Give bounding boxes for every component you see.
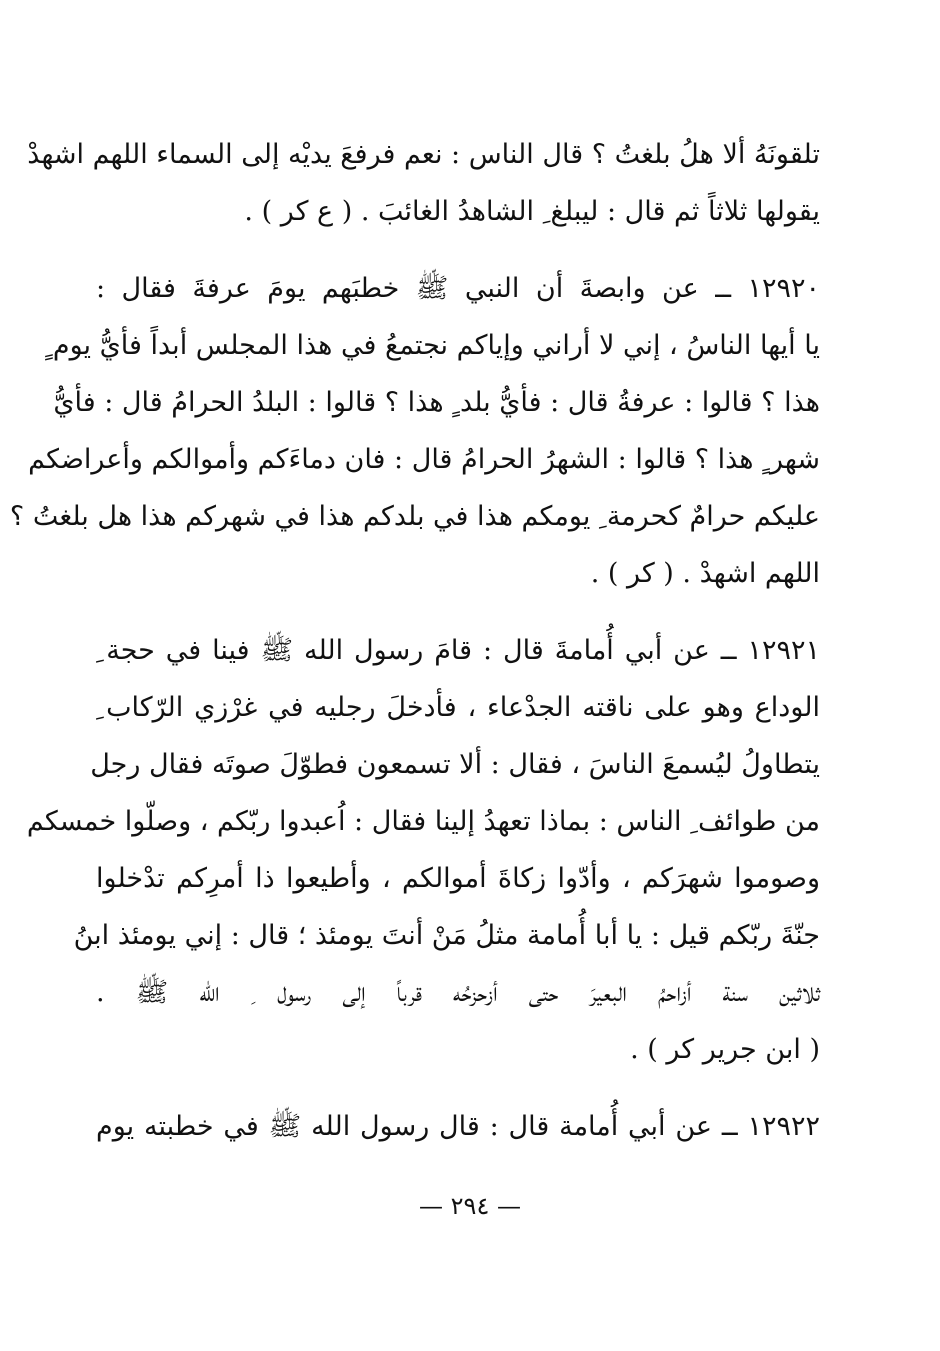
text-line: يتطاولُ ليُسمعَ الناسَ ، فقال : ألا تسمعون فطوّلَ صوتَه فقال رجل (90, 749, 820, 780)
paragraph (96, 1098, 820, 1155)
text-line: يا أيها الناسُ ، إني لا أراني وإياكم نجتمعُ في هذا المجلس أبداً فأيُّ يوم ٍ (44, 330, 820, 361)
text-line: وصوموا شهرَكم ، وأدّوا زكاةَ أموالكم ، وأطيعوا ذا أمرِكم تدْخلوا (96, 863, 820, 894)
paragraph (9, 260, 820, 602)
text-line: تلقونَهُ ألا هلُ بلغتُ ؟ قال الناس : نعم فرفعَ يديْه إلى السماء اللهم اشهدْ (27, 139, 820, 170)
text-line: ١٢٩٢٢ ــ عن أبي أُمامة قال : قال رسول الله ﷺ في خطبته يوم (96, 1111, 820, 1142)
text-line: شهر ٍ هذا ؟ قالوا : الشهرُ الحرامُ قال : فان دماءَكم وأموالكم وأعراضكم (28, 444, 820, 475)
text-line: يقولها ثلاثاً ثم قال : ليبلغ ِ الشاهدُ الغائبَ . ( ع كر ) . (244, 196, 820, 227)
text-line: ( ابن جرير كر ) . (630, 1034, 820, 1065)
text-line: عليكم حرامٌ كحرمة ِ يومكم هذا في بلدكم هذا في شهركم هذا هل بلغتُ ؟ (9, 501, 820, 532)
text-line: الوداع وهو على ناقته الجدْعاء ، فأدخلَ رجليه في غرْزي الرّكاب ِ (96, 692, 820, 723)
text-line: هذا ؟ قالوا : عرفةُ قال : فأيُّ بلد ٍ هذا ؟ قالوا : البلدُ الحرامُ قال : فأيُّ (53, 387, 820, 418)
paragraph (26, 622, 820, 1078)
text-line: ١٢٩٢٠ ــ عن وابصةَ أن النبي ﷺ خطبَهم يومَ عرفةَ فقال : (96, 273, 820, 304)
paragraph (27, 126, 820, 240)
text-line: من طوائف ِ الناس : بماذا تعهدُ إلينا فقال : اُعبدوا ربّكم ، وصلّوا خمسكم (26, 806, 820, 837)
text-line: ثلاثين سنة أزاحمُ البعيرَ حتى أزحزحُه قرباً إلى رسول ِ الله ﷺ . (96, 977, 820, 1008)
text-line: ١٢٩٢١ ــ عن أبي أُمامةَ قال : قامَ رسول الله ﷺ فينا في حجة ِ (96, 635, 820, 666)
page-number: — ٢٩٤ — (419, 1192, 521, 1220)
text-line: جنّةَ ربّكم قيل : يا أبا أُمامة مثلُ مَنْ أنتَ يومئذ ؛ قال : إني يومئذ ابنُ (73, 920, 820, 951)
text-line: اللهم اشهدْ . ( كر ) . (590, 558, 820, 589)
page-body (9, 126, 820, 1155)
